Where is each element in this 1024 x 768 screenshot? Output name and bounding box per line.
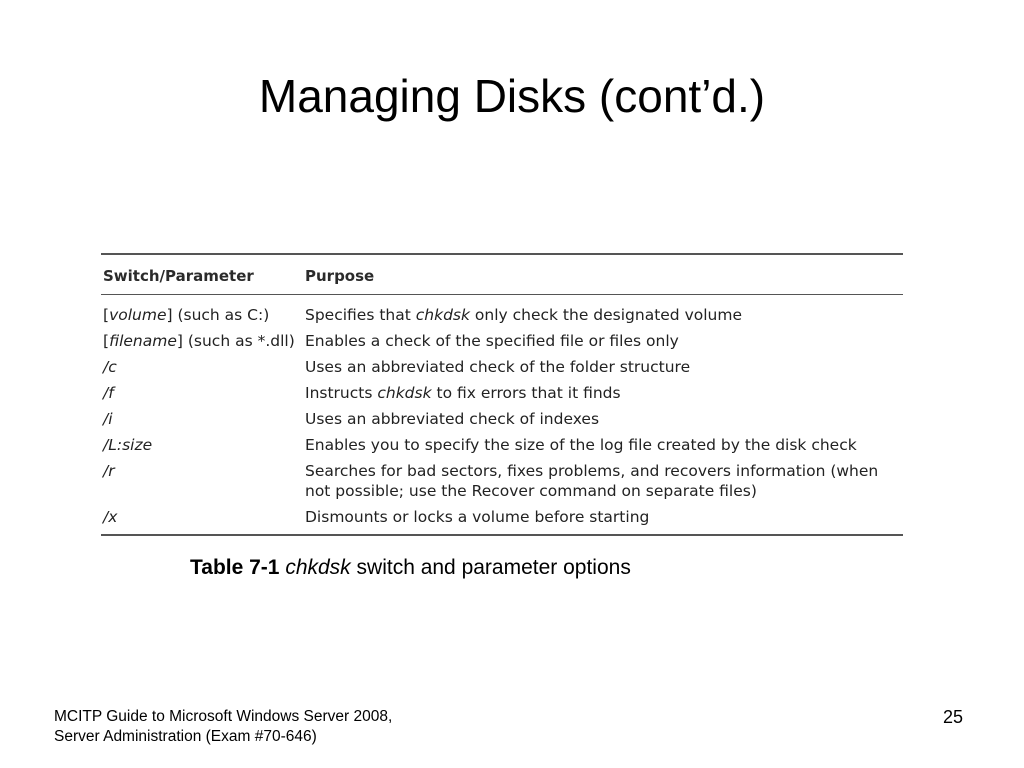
- purpose-text: Dismounts or locks a volume before starting: [305, 508, 650, 526]
- purpose-cell: [303, 458, 903, 504]
- purpose-text: Uses an abbreviated check of the folder structure: [305, 358, 691, 376]
- switch-cell: [101, 295, 303, 329]
- switch-italic-text: /i: [103, 410, 113, 428]
- switch-text: [: [103, 306, 110, 324]
- purpose-cell: [303, 354, 903, 380]
- switch-text: ] (such as C:): [166, 306, 270, 324]
- header-switch-parameter: Switch/Parameter: [101, 254, 303, 295]
- purpose-text: only check the designated volume: [469, 306, 742, 324]
- switch-cell: [101, 458, 303, 504]
- switch-italic-text: filename: [109, 332, 177, 350]
- table-caption: [190, 555, 631, 581]
- purpose-text: Uses an abbreviated check of indexes: [305, 410, 600, 428]
- switch-cell: [101, 504, 303, 535]
- page-number: 25: [942, 707, 963, 727]
- switch-italic-text: /c: [103, 358, 117, 376]
- purpose-cell: [303, 432, 903, 458]
- table-row: [101, 354, 903, 380]
- table-row: [101, 328, 903, 354]
- switch-cell: [101, 354, 303, 380]
- table-row: [101, 432, 903, 458]
- switch-text: ] (such as *.dll): [176, 332, 295, 350]
- footer-course-title: [54, 707, 392, 747]
- switch-italic-text: volume: [109, 306, 167, 324]
- table-row: [101, 406, 903, 432]
- caption-text: switch and parameter options: [350, 556, 631, 579]
- purpose-cell: [303, 328, 903, 354]
- switch-cell: [101, 432, 303, 458]
- switch-cell: [101, 406, 303, 432]
- purpose-cell: [303, 380, 903, 406]
- chkdsk-switch-table: [101, 253, 903, 536]
- purpose-text: Searches for bad sectors, fixes problems, and recovers information (when not possible; use the Recover command on separate files): [305, 462, 879, 500]
- purpose-text: Specifies that: [305, 306, 416, 324]
- footer-line-1: MCITP Guide to Microsoft Windows Server 2008,: [54, 708, 393, 725]
- switch-italic-text: /r: [103, 462, 115, 480]
- table-row: [101, 295, 903, 329]
- purpose-text: Instructs: [305, 384, 378, 402]
- caption-command: chkdsk: [285, 556, 351, 579]
- switch-cell: [101, 328, 303, 354]
- switch-text: [: [103, 332, 110, 350]
- purpose-text: Enables you to specify the size of the log file created by the disk check: [305, 436, 857, 454]
- purpose-cell: [303, 295, 903, 329]
- purpose-cell: [303, 504, 903, 535]
- purpose-cell: [303, 406, 903, 432]
- table-row: [101, 504, 903, 535]
- table-row: [101, 380, 903, 406]
- switch-cell: [101, 380, 303, 406]
- purpose-italic-text: chkdsk: [377, 384, 432, 402]
- purpose-text: to fix errors that it finds: [431, 384, 621, 402]
- header-purpose: Purpose: [303, 254, 903, 295]
- footer-line-2: Server Administration (Exam #70-646): [54, 728, 317, 745]
- caption-label: Table 7-1: [190, 556, 280, 579]
- slide-title: Managing Disks (cont’d.): [258, 70, 766, 122]
- switch-italic-text: /L:size: [103, 436, 153, 454]
- table-row: [101, 458, 903, 504]
- table-body: [101, 295, 903, 536]
- purpose-italic-text: chkdsk: [415, 306, 470, 324]
- purpose-text: Enables a check of the specified file or files only: [305, 332, 679, 350]
- switch-italic-text: /x: [103, 508, 118, 526]
- table-header: [101, 254, 903, 295]
- table-header-row: [101, 254, 903, 295]
- switch-italic-text: /f: [103, 384, 114, 402]
- chkdsk-table-container: [101, 253, 903, 536]
